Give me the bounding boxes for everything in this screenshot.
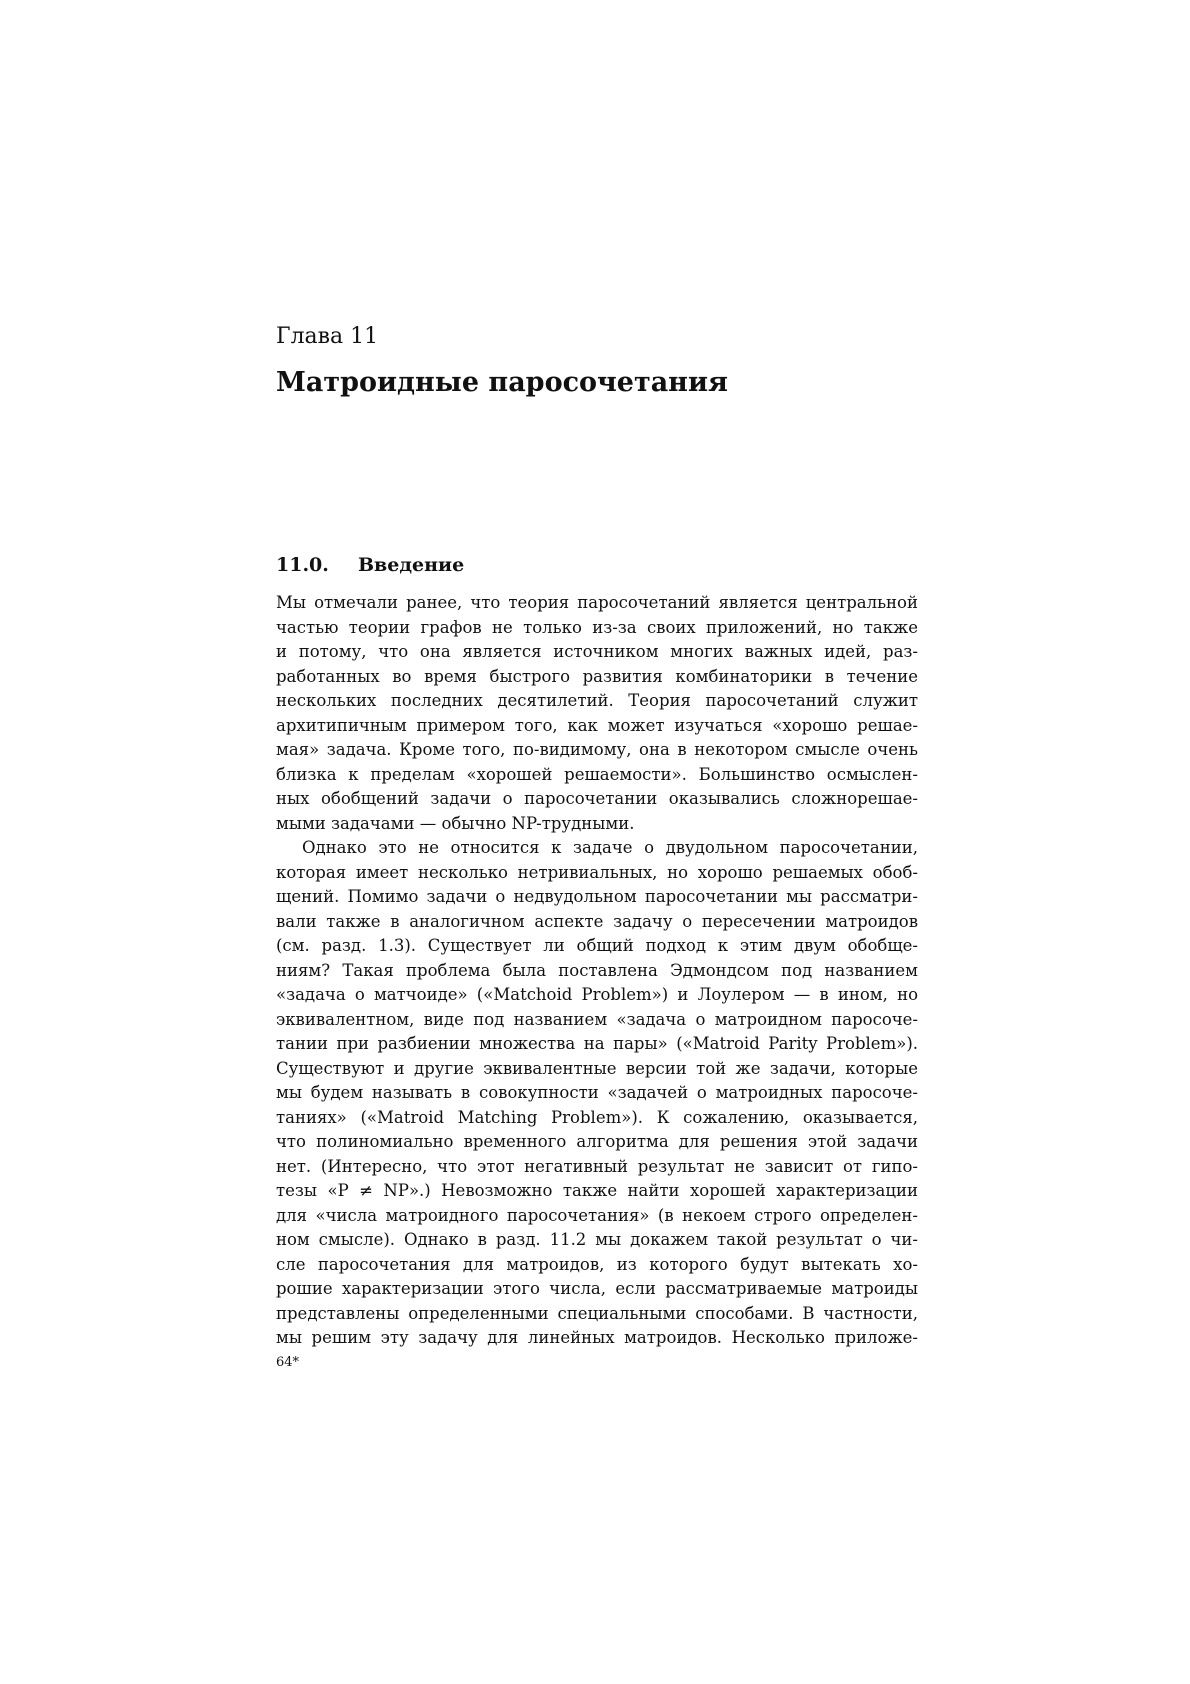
text-line: Существуют и другие эквивалентные версии той же задачи, которые <box>276 1058 918 1078</box>
chapter-title: Матроидные паросочетания <box>276 367 728 398</box>
text-line: вали также в аналогичном аспекте задачу о пересечении матроидов <box>276 911 918 931</box>
text-line: мая» задача. Кроме того, по-видимому, она в некотором смысле очень <box>276 740 918 759</box>
text-line: работанных во время быстрого развития комбинаторики в течение <box>276 666 918 686</box>
page-number: 64* <box>276 1355 300 1370</box>
text-line: нескольких последних десятилетий. Теория паросочетаний служит <box>276 691 918 710</box>
text-line: которая имеет несколько нетривиальных, но хорошо решаемых обоб- <box>276 862 918 882</box>
text-line: ных обобщений задачи о паросочетании оказывались сложнорешае- <box>276 789 918 808</box>
text-line: сле паросочетания для матроидов, из которого будут вытекать хо- <box>276 1254 918 1274</box>
text-line: таниях» («Matroid Matching Problem»). К сожалению, оказывается, <box>276 1107 918 1127</box>
text-line: представлены определенными специальными способами. В частности, <box>276 1303 918 1323</box>
text-line: ном смысле). Однако в разд. 11.2 мы докажем такой результат о чи- <box>276 1230 918 1249</box>
text-line: Мы отмечали ранее, что теория паросочетаний является центральной <box>276 593 918 612</box>
text-line: мы будем называть в совокупности «задачей о матроидных паросоче- <box>276 1083 918 1102</box>
text-line: близка к пределам «хорошей решаемости». Большинство осмыслен- <box>276 764 918 784</box>
text-line: частью теории графов не только из-за своих приложений, но также <box>276 617 918 637</box>
text-line: ниям? Такая проблема была поставлена Эдмондсом под названием <box>276 960 918 980</box>
paragraph-2 <box>276 836 918 1351</box>
text-line: нет. (Интересно, что этот негативный результат не зависит от гипо- <box>276 1156 918 1176</box>
text-line: архитипичным примером того, как может изучаться «хорошо решае- <box>276 715 918 735</box>
text-line: мы решим эту задачу для линейных матроидов. Несколько приложе- <box>276 1328 918 1347</box>
body-text <box>276 591 918 1351</box>
text-line: «задача о матчоиде» («Matchoid Problem») и Лоулером — в ином, но <box>276 985 918 1004</box>
book-page <box>276 0 918 1684</box>
paragraph-1 <box>276 591 918 836</box>
chapter-label: Глава 11 <box>276 324 379 349</box>
section-heading <box>276 553 464 577</box>
text-line: эквивалентном, виде под названием «задача о матроидном паросоче- <box>276 1009 918 1029</box>
text-line: (см. разд. 1.3). Существует ли общий подход к этим двум обобще- <box>276 936 918 955</box>
text-line: что полиномиально временного алгоритма для решения этой задачи <box>276 1132 918 1151</box>
text-line: тании при разбиении множества на пары» («Matroid Parity Problem»). <box>276 1034 918 1053</box>
text-line: щений. Помимо задачи о недвудольном паросочетании мы рассматри- <box>276 887 918 906</box>
text-line: для «числа матроидного паросочетания» (в некоем строго определен- <box>276 1205 918 1225</box>
text-line: Однако это не относится к задаче о двудольном паросочетании, <box>302 838 918 857</box>
text-line: тезы «P ≠ NP».) Невозможно также найти хорошей характеризации <box>276 1181 918 1200</box>
text-line: и потому, что она является источником многих важных идей, раз- <box>276 642 918 661</box>
text-line: рошие характеризации этого числа, если рассматриваемые матроиды <box>276 1279 918 1298</box>
section-title: Введение <box>358 554 465 576</box>
section-number: 11.0. <box>276 554 329 576</box>
text-line: мыми задачами — обычно NP-трудными. <box>276 813 635 833</box>
